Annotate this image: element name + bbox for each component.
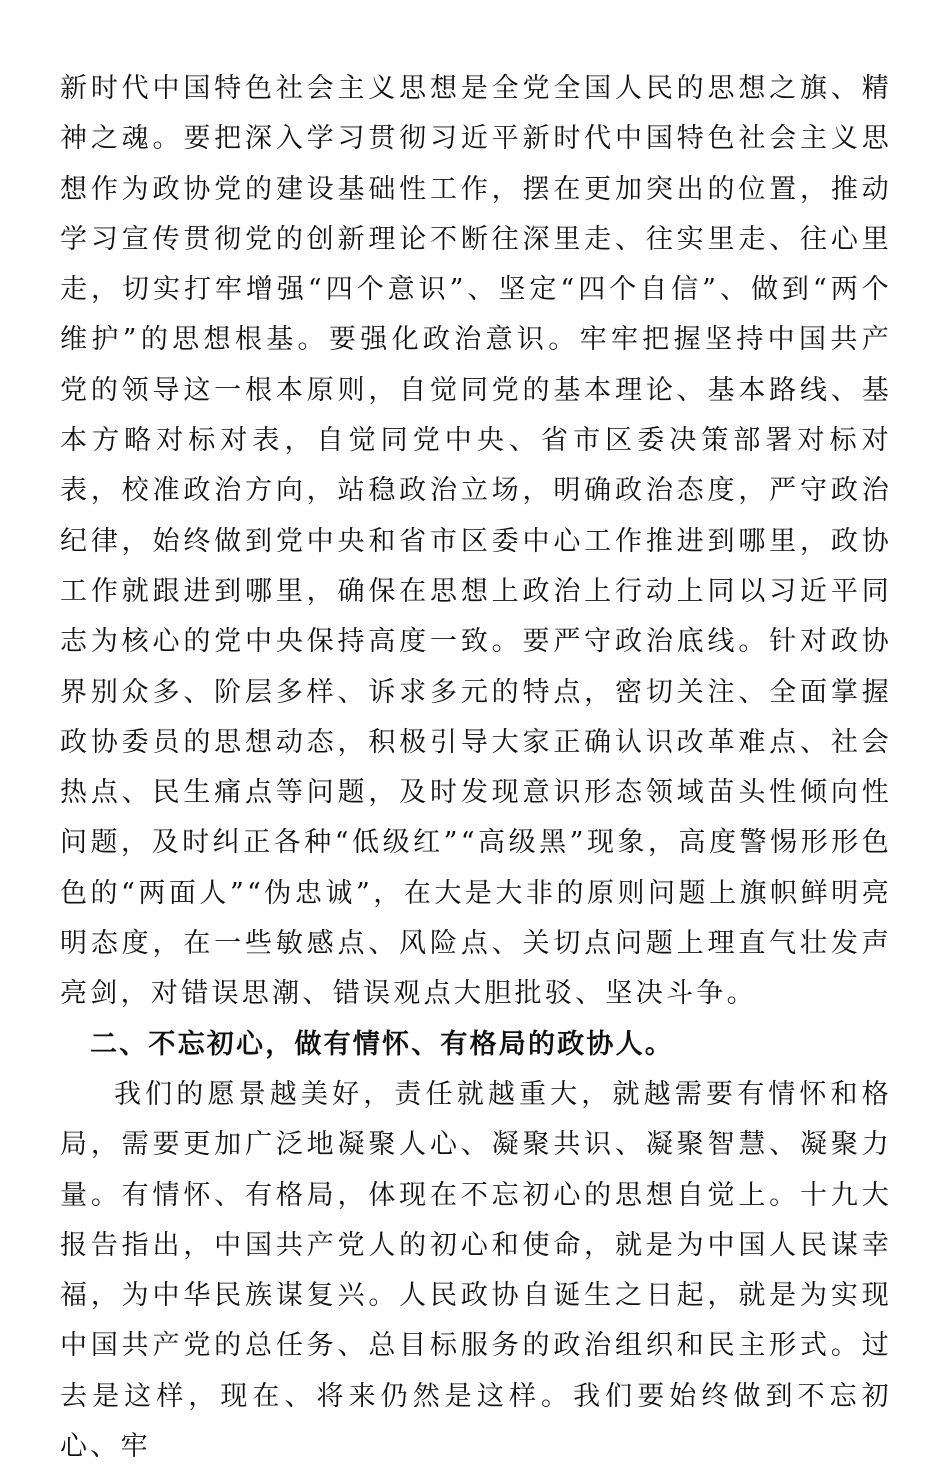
document-page — [60, 64, 892, 1472]
body-paragraph: 新时代中国特色社会主义思想是全党全国人民的思想之旗、精神之魂。要把深入学习贯彻习近平新时代中国特色社会主义思想作为政协党的建设基础性工作，摆在更加突出的位置，推动学习宣传贯彻党的创新理论不断往深里走、往实里走、往心里走，切实打牢增强“四个意识”、坚定“四个自信”、做到“两个维护”的思想根基。要强化政治意识。牢牢把握坚持中国共产党的领导这一根本原则，自觉同党的基本理论、基本路线、基本方略对标对表，自觉同党中央、省市区委决策部署对标对表，校准政治方向，站稳政治立场，明确政治态度，严守政治纪律，始终做到党中央和省市区委中心工作推进到哪里，政协工作就跟进到哪里，确保在思想上政治上行动上同以习近平同志为核心的党中央保持高度一致。要严守政治底线。针对政协界别众多、阶层多样、诉求多元的特点，密切关注、全面掌握政协委员的思想动态，积极引导大家正确认识改革难点、社会热点、民生痛点等问题，及时发现意识形态领域苗头性倾向性问题，及时纠正各种“低级红”“高级黑”现象，高度警惕形形色色的“两面人”“伪忠诚”，在大是大非的原则问题上旗帜鲜明亮明态度，在一些敏感点、风险点、关切点问题上理直气壮发声亮剑，对错误思潮、错误观点大胆批驳、坚决斗争。 — [60, 73, 892, 1010]
body-paragraph: 我们的愿景越美好，责任就越重大，就越需要有情怀和格局，需要更加广泛地凝聚人心、凝聚共识、凝聚智慧、凝聚力量。有情怀、有格局，体现在不忘初心的思想自觉上。十九大报告指出，中国共产党人的初心和使命，就是为中国人民谋幸福，为中华民族谋复兴。人民政协自诞生之日起，就是为实现中国共产党的总任务、总目标服务的政治组织和民主形式。过去是这样，现在、将来仍然是这样。我们要始终做到不忘初心、牢 — [60, 1078, 892, 1463]
section-heading: 二、不忘初心，做有情怀、有格局的政协人。 — [90, 1028, 674, 1060]
